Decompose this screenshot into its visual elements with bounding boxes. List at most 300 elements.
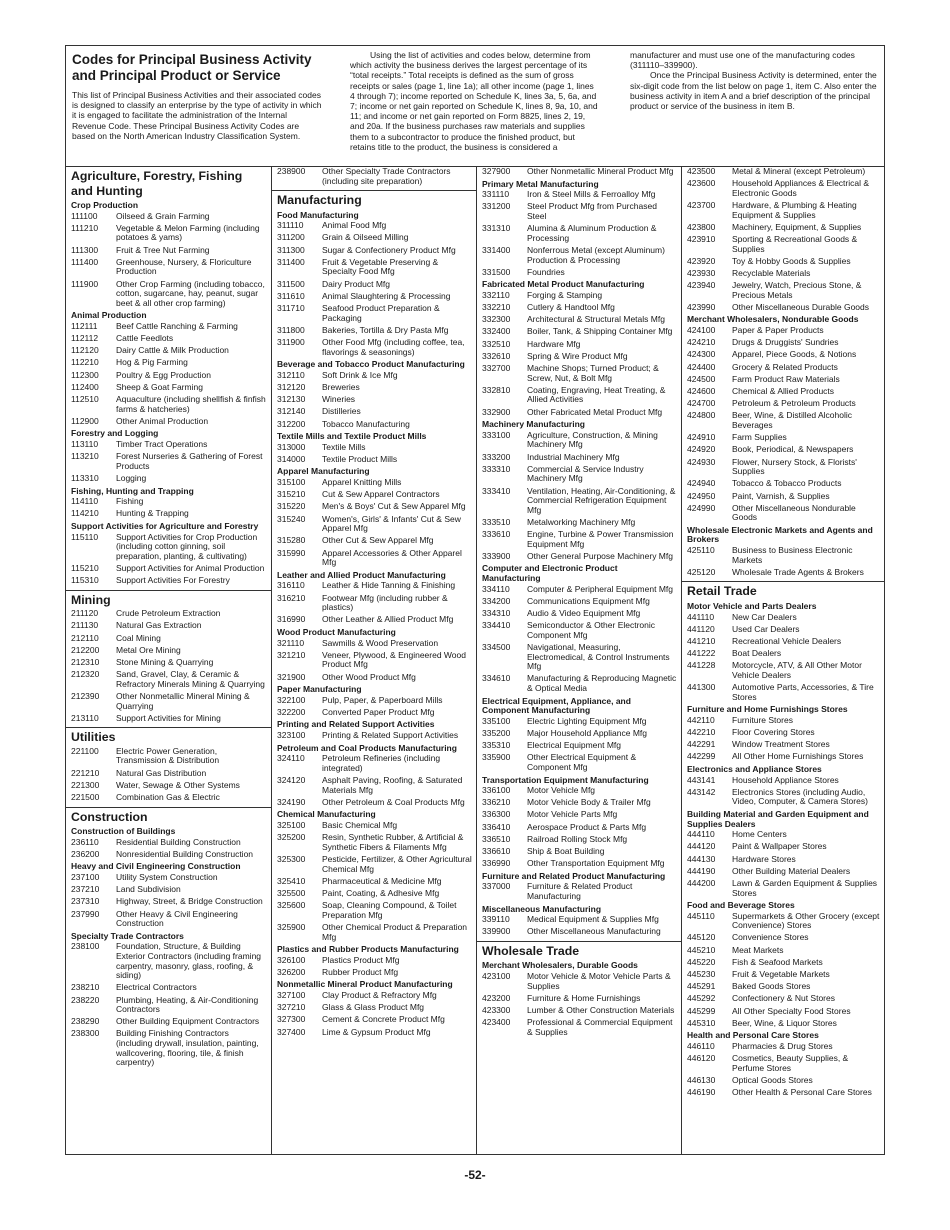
activity-description: Natural Gas Distribution: [116, 767, 207, 778]
activity-code: 423920: [687, 255, 716, 266]
code-row: [71, 358, 267, 368]
activity-code: 315280: [277, 535, 306, 546]
activity-code: 335200: [482, 727, 511, 738]
activity-code: 423990: [687, 301, 716, 312]
total-receipts-paragraph: Using the list of activities and codes below, determine from which activity the business derives the largest percentage of its “total receipts.” Total receipts is defined as the sum of gross receipts or sales (page 1, line 1a); all other income (page 1, lines 4 through 7); income reported on Schedule K, lines 3a, 5, 6a, and 7; income or net gain reported on Schedule K, lines 8, 9a, 10, and 11; and income or net gain reported on Form 8825, lines 2, 19, and 20a. If the business purchases raw materials and supplies them to a subcontractor to produce the finished product, but retains title to the product, the business is considered a: [350, 50, 598, 152]
activity-description: Farm Supplies: [732, 432, 787, 443]
activity-description: Hunting & Trapping: [116, 508, 189, 519]
code-row: [687, 235, 880, 254]
activity-code: 211130: [71, 620, 99, 631]
code-row: [71, 781, 267, 791]
section-title: Construction: [71, 809, 148, 824]
code-row: [277, 443, 472, 453]
activity-code: 237310: [71, 896, 100, 907]
activity-code: 423930: [687, 267, 716, 278]
activity-code: 332810: [482, 384, 511, 395]
activity-code: 445230: [687, 969, 716, 980]
code-row: [687, 492, 880, 502]
activity-description: Poultry & Egg Production: [116, 369, 211, 380]
section-divider: [272, 190, 476, 191]
subsection-heading: Petroleum and Coal Products Manufacturing: [277, 742, 457, 753]
code-row: [482, 1018, 677, 1037]
activity-description: Other Miscellaneous Nondurable Goods: [732, 502, 856, 523]
code-row: [687, 363, 880, 373]
subsection-heading: Chemical Manufacturing: [277, 809, 376, 820]
code-row: [687, 546, 880, 565]
code-row: [687, 625, 880, 635]
code-row: [482, 643, 677, 672]
code-row: [71, 258, 267, 277]
activity-code: 446130: [687, 1074, 716, 1085]
code-row: [277, 383, 472, 393]
activity-description: Beef Cattle Ranching & Farming: [116, 320, 238, 331]
code-row: [687, 716, 880, 726]
code-column-4: [681, 167, 884, 1154]
activity-code: 327100: [277, 990, 306, 1001]
activity-description: Drugs & Druggists' Sundries: [732, 337, 839, 348]
code-row: [71, 996, 267, 1015]
activity-description: Fruit & Vegetable Preserving & Specialty Food Mfg: [322, 256, 439, 277]
code-row: [71, 497, 267, 507]
activity-code: 444110: [687, 829, 715, 840]
subsection-heading: Specialty Trade Contractors: [71, 930, 184, 941]
page-number: -52-: [464, 1168, 486, 1182]
activity-description: Motorcycle, ATV, & All Other Motor Vehicle Dealers: [732, 660, 862, 680]
activity-description: Electrical Equipment Mfg: [527, 740, 622, 751]
code-row: [71, 658, 267, 668]
activity-description: Other Heavy & Civil Engineering Construction: [116, 908, 238, 929]
activity-description: Other Transportation Equipment Mfg: [527, 858, 665, 869]
code-row: [277, 581, 472, 591]
code-row: [482, 717, 677, 727]
activity-code: 424300: [687, 349, 716, 360]
activity-code: 443142: [687, 786, 716, 797]
activity-code: 332110: [482, 289, 510, 300]
code-row: [71, 417, 267, 427]
code-row: [687, 257, 880, 267]
activity-code: 326200: [277, 966, 306, 977]
activity-description: Other General Purpose Machinery Mfg: [527, 550, 673, 561]
code-row: [71, 692, 267, 711]
activity-description: Rubber Product Mfg: [322, 966, 399, 977]
activity-description: Land Subdivision: [116, 884, 181, 895]
code-row: [277, 821, 472, 831]
activity-code: 311500: [277, 278, 305, 289]
code-row: [482, 972, 677, 991]
code-row: [277, 455, 472, 465]
activity-code: 445210: [687, 944, 716, 955]
code-row: [71, 246, 267, 256]
activity-code: 112400: [71, 381, 99, 392]
activity-code: 336300: [482, 809, 511, 820]
activity-code: 111300: [71, 244, 99, 255]
activity-code: 315100: [277, 477, 306, 488]
activity-code: 425120: [687, 566, 716, 577]
activity-description: Metal Ore Mining: [116, 644, 181, 655]
code-row: [71, 564, 267, 574]
section-divider: [477, 941, 681, 942]
code-row: [687, 867, 880, 877]
activity-code: 332900: [482, 406, 511, 417]
activity-description: Hardware Stores: [732, 853, 796, 864]
activity-description: Coating, Engraving, Heat Treating, & Allied Activities: [527, 384, 666, 405]
subsection-heading: Crop Production: [71, 200, 139, 210]
activity-description: Sugar & Confectionery Product Mfg: [322, 244, 456, 255]
activity-code: 321900: [277, 671, 306, 682]
code-row: [277, 420, 472, 430]
code-row: [687, 1042, 880, 1052]
activity-description: Sand, Gravel, Clay, & Ceramic & Refractory Minerals Mining & Quarrying: [116, 669, 265, 689]
activity-code: 212320: [71, 669, 100, 680]
code-row: [482, 786, 677, 796]
activity-code: 221500: [71, 791, 100, 802]
activity-code: 423400: [482, 1017, 511, 1028]
activity-code: 326100: [277, 954, 306, 965]
activity-description: Lime & Gypsum Product Mfg: [322, 1026, 431, 1037]
code-row: [687, 946, 880, 956]
activity-description: Home Centers: [732, 829, 787, 840]
code-row: [277, 1003, 472, 1013]
activity-description: Architectural & Structural Metals Mfg: [527, 314, 665, 325]
code-row: [687, 728, 880, 738]
activity-description: Stone Mining & Quarrying: [116, 656, 214, 667]
activity-code: 333510: [482, 516, 511, 527]
code-row: [687, 855, 880, 865]
activity-code: 238100: [71, 941, 100, 952]
activity-code: 444120: [687, 841, 716, 852]
activity-description: Petroleum & Petroleum Products: [732, 398, 856, 409]
activity-code: 324110: [277, 753, 305, 764]
activity-description: Support Activities for Crop Production (including cotton ginning, soil preparation, planting, & cultivating): [116, 531, 258, 561]
activity-code: 336100: [482, 785, 511, 796]
code-row: [687, 458, 880, 477]
activity-description: Cattle Feedlots: [116, 333, 174, 344]
code-row: [277, 221, 472, 231]
activity-description: Aerospace Product & Parts Mfg: [527, 821, 647, 832]
activity-description: All Other Home Furnishings Stores: [732, 751, 864, 762]
activity-code: 331310: [482, 223, 511, 234]
activity-description: Hardware Mfg: [527, 338, 581, 349]
activity-description: Audio & Video Equipment Mfg: [527, 608, 641, 619]
code-row: [482, 994, 677, 1004]
activity-description: Ship & Boat Building: [527, 846, 605, 857]
activity-code: 339110: [482, 914, 510, 925]
code-row: [71, 747, 267, 766]
activity-code: 212200: [71, 644, 100, 655]
activity-code: 333900: [482, 550, 511, 561]
code-row: [277, 731, 472, 741]
code-columns: [66, 167, 884, 1154]
subsection-heading: Forestry and Logging: [71, 428, 159, 439]
code-row: [687, 411, 880, 430]
code-row: [687, 399, 880, 409]
activity-code: 335310: [482, 740, 511, 751]
activity-description: Soft Drink & Ice Mfg: [322, 369, 398, 380]
subsection-heading: Computer and Electronic Product Manufacturing: [482, 563, 618, 584]
code-row: [687, 970, 880, 980]
code-row: [277, 696, 472, 706]
activity-code: 327400: [277, 1026, 306, 1037]
activity-code: 333100: [482, 429, 511, 440]
activity-description: Motor Vehicle Parts Mfg: [527, 809, 618, 820]
activity-code: 112120: [71, 345, 99, 356]
activity-description: Semiconductor & Other Electronic Component Mfg: [527, 620, 656, 640]
activity-description: Furniture & Home Furnishings: [527, 992, 641, 1003]
code-row: [277, 292, 472, 302]
activity-code: 236110: [71, 836, 99, 847]
code-row: [277, 246, 472, 256]
activity-description: Other Health & Personal Care Stores: [732, 1087, 872, 1098]
activity-description: Pharmacies & Drug Stores: [732, 1040, 833, 1051]
activity-code: 113110: [71, 439, 99, 449]
activity-code: 445310: [687, 1017, 716, 1028]
code-row: [687, 479, 880, 489]
subsection-heading: Animal Production: [71, 310, 147, 321]
code-row: [277, 338, 472, 357]
code-row: [687, 982, 880, 992]
subsection-heading: Construction of Buildings: [71, 826, 176, 837]
activity-description: Iron & Steel Mills & Ferroalloy Mfg: [527, 189, 656, 200]
activity-description: Cut & Sew Apparel Contractors: [322, 489, 440, 500]
section-title: Retail Trade: [687, 584, 757, 599]
activity-description: Convenience Stores: [732, 932, 809, 943]
code-column-1: [66, 167, 271, 1154]
activity-code: 445120: [687, 932, 716, 943]
code-row: [482, 303, 677, 313]
code-column-2: [271, 167, 476, 1154]
code-row: [71, 769, 267, 779]
activity-code: 424100: [687, 325, 716, 336]
activity-description: Furniture & Related Product Manufacturing: [527, 881, 633, 901]
code-row: [482, 530, 677, 549]
code-row: [482, 847, 677, 857]
code-row: [482, 915, 677, 925]
activity-code: 336610: [482, 846, 511, 857]
activity-description: Book, Periodical, & Newspapers: [732, 444, 854, 455]
code-row: [687, 1019, 880, 1029]
activity-description: Sporting & Recreational Goods & Supplies: [732, 233, 858, 254]
activity-code: 238210: [71, 982, 100, 993]
activity-code: 445292: [687, 993, 716, 1004]
code-row: [71, 322, 267, 332]
activity-description: Lawn & Garden Equipment & Supplies Stores: [732, 877, 878, 898]
activity-code: 441210: [687, 635, 716, 646]
activity-code: 312200: [277, 418, 306, 429]
subsection-heading: Merchant Wholesalers, Durable Goods: [482, 960, 638, 971]
activity-code: 311200: [277, 232, 305, 243]
code-row: [482, 408, 677, 418]
activity-description: Machine Shops; Turned Product; & Screw, Nut, & Bolt Mfg: [527, 363, 659, 383]
section-title: Wholesale Trade: [482, 943, 580, 958]
activity-code: 424400: [687, 361, 716, 372]
activity-code: 312120: [277, 381, 306, 392]
activity-code: 315220: [277, 501, 306, 512]
code-row: [71, 334, 267, 344]
code-row: [277, 1015, 472, 1025]
activity-code: 112111: [71, 320, 98, 331]
activity-description: Spring & Wire Product Mfg: [527, 350, 628, 361]
activity-code: 236200: [71, 848, 100, 859]
code-row: [482, 798, 677, 808]
code-row: [277, 673, 472, 683]
activity-code: 441300: [687, 682, 716, 693]
code-row: [482, 224, 677, 243]
code-column-3: [476, 167, 681, 1154]
code-row: [277, 258, 472, 277]
activity-code: 336990: [482, 858, 511, 869]
activity-code: 311800: [277, 324, 305, 335]
activity-code: 441228: [687, 660, 716, 671]
activity-description: Animal Food Mfg: [322, 220, 387, 231]
code-row: [482, 823, 677, 833]
activity-description: Dairy Product Mfg: [322, 278, 391, 289]
activity-description: Men's & Boys' Cut & Sew Apparel Mfg: [322, 501, 466, 512]
subsection-heading: Textile Mills and Textile Product Mills: [277, 431, 427, 442]
activity-code: 112900: [71, 415, 99, 426]
activity-description: Nonferrous Metal (except Aluminum) Production & Processing: [527, 244, 665, 265]
activity-description: Engine, Turbine & Power Transmission Equipment Mfg: [527, 529, 674, 549]
activity-code: 446110: [687, 1040, 715, 1051]
subsection-heading: Fabricated Metal Product Manufacturing: [482, 279, 645, 290]
activity-code: 333410: [482, 485, 511, 496]
code-row: [687, 830, 880, 840]
code-row: [687, 387, 880, 397]
code-row: [277, 395, 472, 405]
code-row: [687, 568, 880, 578]
activity-description: Other Leather & Allied Product Mfg: [322, 614, 454, 625]
activity-code: 115110: [71, 531, 99, 542]
activity-description: Printing & Related Support Activities: [322, 730, 459, 741]
activity-description: Flower, Nursery Stock, & Florists' Supplies: [732, 456, 857, 477]
activity-description: Motor Vehicle Mfg: [527, 785, 596, 796]
activity-code: 334310: [482, 608, 511, 619]
subsection-heading: Electrical Equipment, Appliance, and Component Manufacturing: [482, 695, 631, 716]
section-divider: [66, 807, 271, 808]
activity-description: New Car Dealers: [732, 611, 797, 622]
section-title: Manufacturing: [277, 193, 362, 208]
code-row: [687, 504, 880, 523]
activity-code: 238900: [277, 167, 306, 176]
activity-description: Farm Product Raw Materials: [732, 373, 840, 384]
code-row: [71, 474, 267, 484]
activity-description: Window Treatment Stores: [732, 739, 830, 750]
code-row: [687, 1054, 880, 1073]
activity-code: 115310: [71, 575, 99, 586]
activity-code: 112510: [71, 394, 99, 405]
activity-code: 321110: [277, 637, 305, 648]
activity-description: Motor Vehicle Body & Trailer Mfg: [527, 797, 651, 808]
activity-description: Toy & Hobby Goods & Supplies: [732, 255, 851, 266]
activity-description: Paper & Paper Products: [732, 325, 824, 336]
code-row: [277, 536, 472, 546]
code-row: [71, 440, 267, 450]
code-row: [687, 303, 880, 313]
code-row: [482, 487, 677, 516]
section-title: Agriculture, Forestry, Fishing and Hunting: [71, 169, 243, 198]
code-row: [687, 445, 880, 455]
subsection-heading: Furniture and Home Furnishings Stores: [687, 704, 848, 715]
activity-description: Bakeries, Tortilla & Dry Pasta Mfg: [322, 324, 449, 335]
activity-description: Sheep & Goat Farming: [116, 381, 203, 392]
enter-code-paragraph: Once the Principal Business Activity is determined, enter the six-digit code from the list below on page 1, item C. Also enter the business activity in item A and a brief description of the principal product or service of the business in item B.: [630, 70, 877, 112]
code-row: [277, 407, 472, 417]
subsection-heading: Merchant Wholesalers, Nondurable Goods: [687, 314, 859, 325]
code-row: [687, 375, 880, 385]
activity-description: Fishing: [116, 496, 144, 507]
code-row: [277, 877, 472, 887]
activity-description: Other Petroleum & Coal Products Mfg: [322, 796, 465, 807]
code-row: [277, 855, 472, 874]
activity-description: Paint, Coating, & Adhesive Mfg: [322, 887, 440, 898]
activity-code: 327300: [277, 1014, 306, 1025]
code-row: [482, 167, 677, 177]
activity-description: Recyclable Materials: [732, 267, 811, 278]
code-row: [687, 167, 880, 177]
activity-description: Asphalt Paving, Roofing, & Saturated Materials Mfg: [322, 775, 463, 795]
code-row: [482, 859, 677, 869]
activity-description: Coal Mining: [116, 632, 161, 643]
code-row: [71, 942, 267, 980]
activity-code: 334610: [482, 673, 511, 684]
subsection-heading: Transportation Equipment Manufacturing: [482, 774, 649, 785]
activity-code: 331400: [482, 244, 511, 255]
code-row: [482, 364, 677, 383]
subsection-heading: Heavy and Civil Engineering Construction: [71, 861, 241, 872]
activity-code: 238290: [71, 1016, 100, 1027]
activity-code: 424920: [687, 444, 716, 455]
activity-code: 314000: [277, 453, 306, 464]
activity-code: 441110: [687, 611, 715, 622]
activity-description: Grocery & Related Products: [732, 361, 838, 372]
activity-code: 316210: [277, 592, 306, 603]
code-row: [482, 453, 677, 463]
activity-description: Ventilation, Heating, Air-Conditioning, & Commercial Refrigeration Equipment Mfg: [527, 485, 676, 515]
activity-code: 446120: [687, 1053, 716, 1064]
code-row: [71, 452, 267, 471]
activity-code: 238300: [71, 1028, 100, 1039]
code-row: [482, 340, 677, 350]
activity-description: Other Fabricated Metal Product Mfg: [527, 406, 663, 417]
code-row: [71, 621, 267, 631]
code-row: [71, 383, 267, 393]
activity-description: Building Finishing Contractors (including drywall, insulation, painting, wallcovering, flooring, tile, & finish carpentry): [116, 1028, 259, 1068]
code-row: [71, 885, 267, 895]
activity-description: Other Electrical Equipment & Component Mfg: [527, 752, 637, 772]
activity-description: Manufacturing & Reproducing Magnetic & Optical Media: [527, 673, 677, 693]
activity-code: 321210: [277, 649, 306, 660]
activity-code: 335900: [482, 752, 511, 763]
activity-code: 325300: [277, 853, 306, 864]
activity-code: 444190: [687, 865, 716, 876]
activity-description: Foundries: [527, 266, 565, 277]
subsection-heading: Building Material and Garden Equipment and Supplies Dealers: [687, 808, 869, 829]
code-row: [277, 968, 472, 978]
subsection-heading: Support Activities for Agriculture and Forestry: [71, 520, 259, 531]
activity-code: 423910: [687, 233, 716, 244]
code-row: [482, 741, 677, 751]
code-row: [482, 810, 677, 820]
activity-code: 324190: [277, 796, 306, 807]
subsection-heading: Wood Product Manufacturing: [277, 626, 396, 637]
activity-description: Optical Goods Stores: [732, 1074, 813, 1085]
subsection-heading: Beverage and Tobacco Product Manufacturing: [277, 359, 465, 370]
activity-description: Household Appliances & Electrical & Electronic Goods: [732, 178, 870, 198]
code-row: [687, 912, 880, 931]
code-row: [687, 201, 880, 220]
code-row: [71, 212, 267, 222]
code-row: [482, 674, 677, 693]
subsection-heading: Leather and Allied Product Manufacturing: [277, 569, 446, 580]
